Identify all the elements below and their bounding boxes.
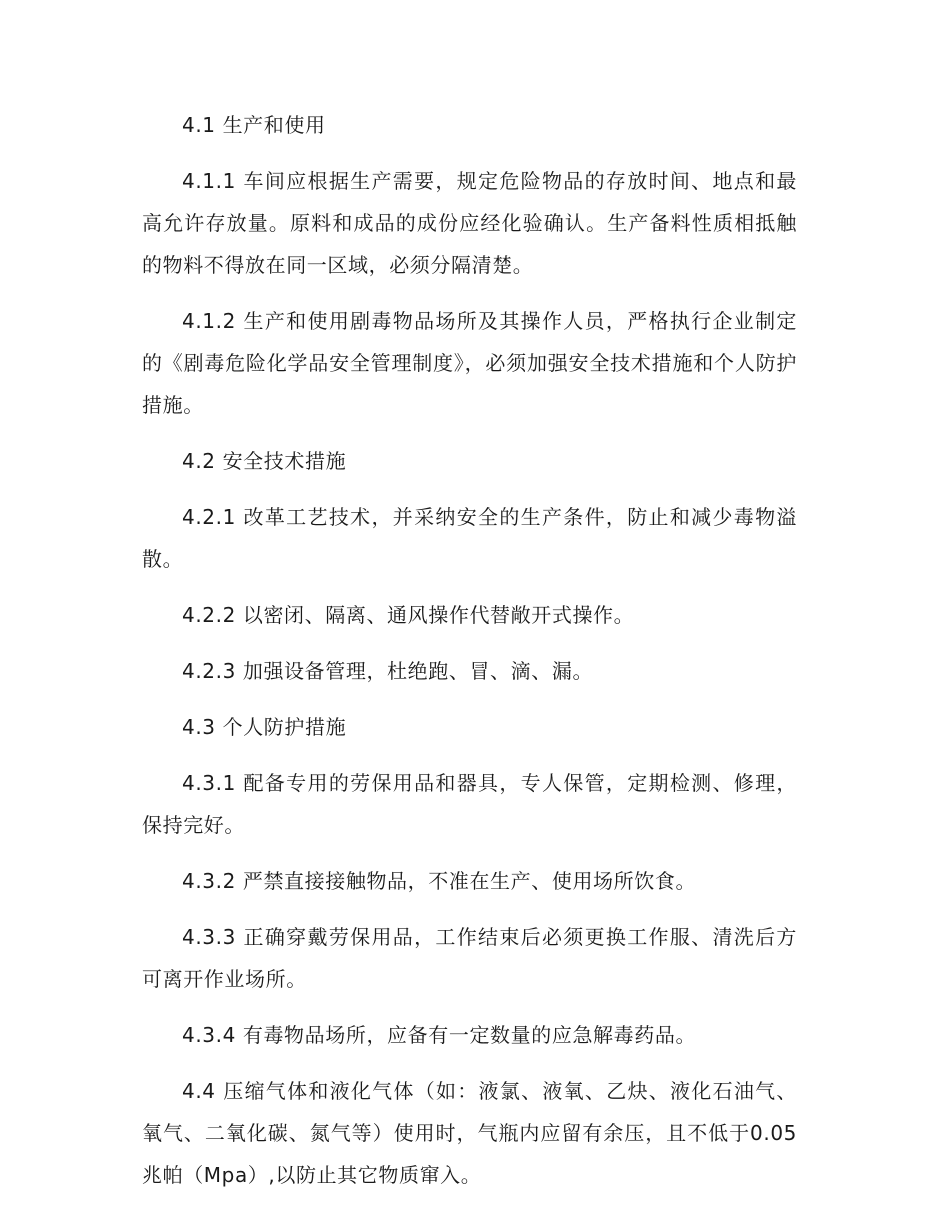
clause-4-2-2: 4.2.2 以密闭、隔离、通风操作代替敞开式操作。	[182, 603, 635, 627]
clause-4-4: 4.4 压缩气体和液化气体（如：液氯、液氧、乙炔、液化石油气、氧气、二氧化碳、氮气等）使用时，气瓶内应留有余压，且不低于0.05兆帕（Mpa）,以防止其它物质窜入。	[142, 1079, 797, 1187]
section-heading-4-1: 4.1 生产和使用	[182, 113, 326, 137]
clause-4-3-3: 4.3.3 正确穿戴劳保用品，工作结束后必须更换工作服、清洗后方可离开作业场所。	[142, 925, 797, 991]
clause-4-1-2: 4.1.2 生产和使用剧毒物品场所及其操作人员，严格执行企业制定的《剧毒危险化学品安全管理制度》，必须加强安全技术措施和个人防护措施。	[142, 309, 797, 417]
section-heading-4-2: 4.2 安全技术措施	[182, 449, 347, 473]
clause-4-3-4: 4.3.4 有毒物品场所，应备有一定数量的应急解毒药品。	[182, 1023, 697, 1047]
document-body	[142, 104, 797, 1210]
section-heading-4-3: 4.3 个人防护措施	[182, 715, 347, 739]
clause-4-1-1: 4.1.1 车间应根据生产需要，规定危险物品的存放时间、地点和最高允许存放量。原料和成品的成份应经化验确认。生产备料性质相抵触的物料不得放在同一区域，必须分隔清楚。	[142, 169, 797, 277]
clause-4-3-1: 4.3.1 配备专用的劳保用品和器具，专人保管，定期检测、修理，保持完好。	[142, 771, 797, 837]
clause-4-2-1: 4.2.1 改革工艺技术，并采纳安全的生产条件，防止和减少毒物溢散。	[142, 505, 797, 571]
clause-4-2-3: 4.2.3 加强设备管理，杜绝跑、冒、滴、漏。	[182, 659, 594, 683]
clause-4-3-2: 4.3.2 严禁直接接触物品，不准在生产、使用场所饮食。	[182, 869, 697, 893]
